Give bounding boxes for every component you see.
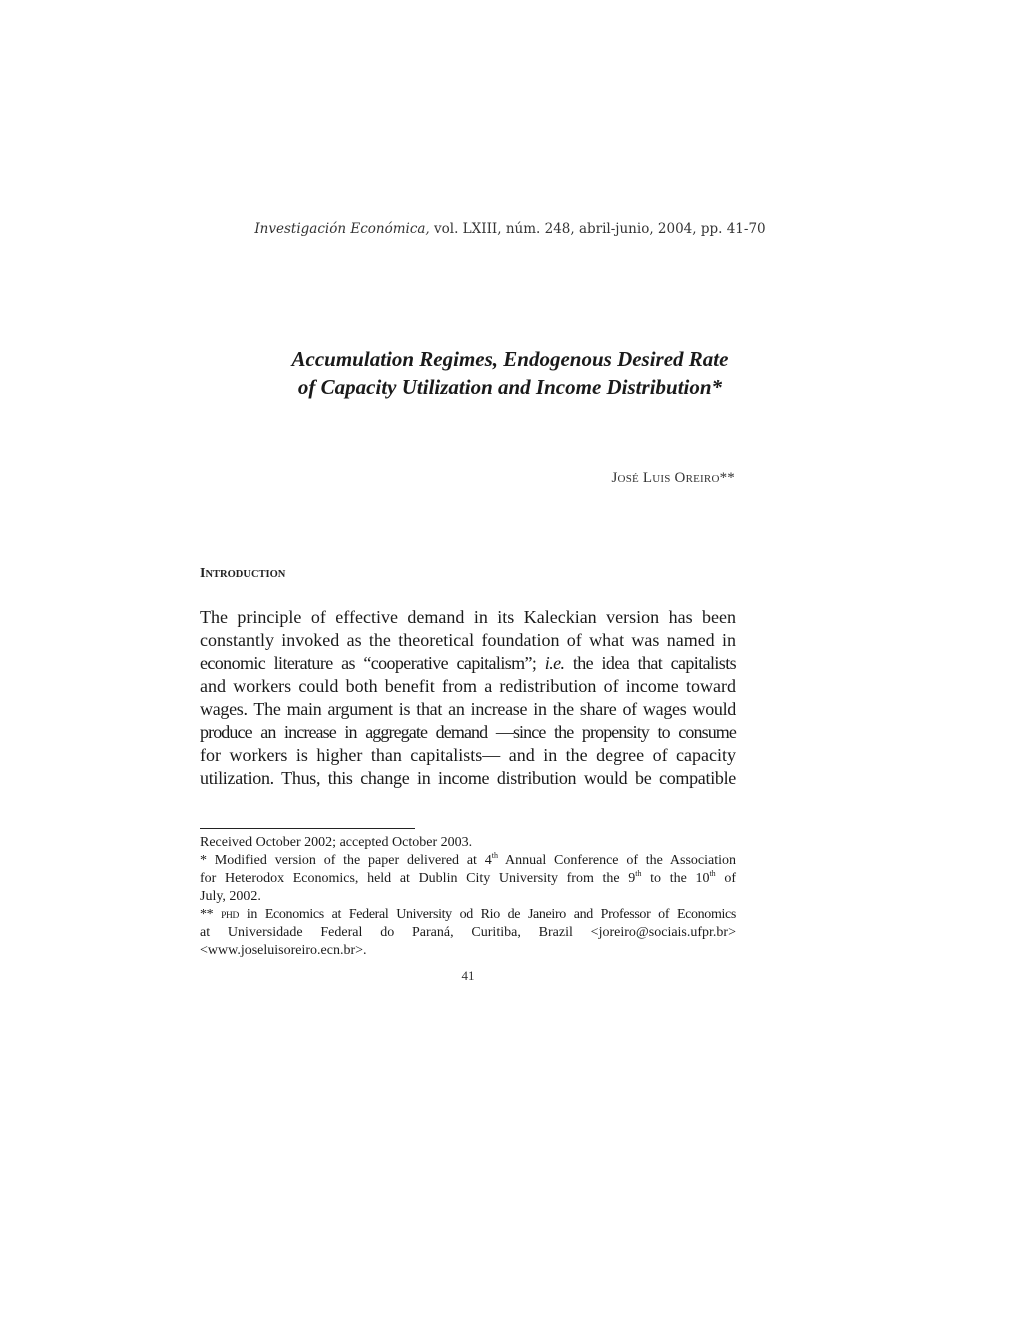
section-heading-initial: I: [200, 566, 206, 581]
footnote-superscript: th: [709, 869, 716, 878]
footnote-text-run: for Heterodox Economics, held at Dublin City University from the 9: [200, 871, 636, 886]
author-last-rest: REIRO: [685, 473, 720, 485]
author-name: [612, 470, 736, 487]
body-paragraph: [200, 606, 736, 790]
body-italic-ie: i.e.: [544, 653, 565, 673]
body-text-run: the idea that capitalists: [564, 653, 737, 673]
page-number: 41: [461, 968, 475, 983]
footnote-line: <www.joseluisoreiro.ecn.br>.: [200, 943, 367, 958]
journal-citation: [0, 221, 1020, 237]
body-line: [200, 652, 736, 675]
body-text-run: economic literature as “cooperative capitalism”;: [200, 653, 545, 673]
author-middle-rest: UIS: [652, 473, 671, 485]
article-title: [180, 345, 840, 401]
body-line: constantly invoked as the theoretical foundation of what was named in: [200, 630, 736, 650]
author-footnote-marker: **: [719, 470, 735, 486]
journal-volume-info: vol. LXIII, núm. 248, abril-junio, 2004, pp. 41-70: [429, 221, 766, 237]
journal-name: Investigación Económica,: [254, 221, 430, 237]
footnote-text-run: **: [200, 907, 222, 922]
author-first-rest: OSÉ: [617, 473, 639, 485]
footnote-line: at Universidade Federal do Paraná, Curitiba, Brazil <joreiro@sociais.ufpr.br>: [200, 925, 736, 940]
footnote-divider: [200, 828, 415, 829]
body-line: for workers is higher than capitalists— and in the degree of capacity: [200, 745, 736, 765]
section-heading: [200, 566, 285, 582]
article-title-line-2: of Capacity Utilization and Income Distribution*: [297, 375, 723, 399]
footnote-text-run: * Modified version of the paper delivered at 4: [200, 853, 492, 868]
footnote-superscript: th: [635, 869, 642, 878]
footnote-received: Received October 2002; accepted October 2003.: [200, 835, 473, 850]
article-title-line-1: Accumulation Regimes, Endogenous Desired Rate: [291, 347, 729, 371]
footnote-text-run: Annual Conference of the Association: [497, 853, 737, 868]
body-line: wages. The main argument is that an increase in the share of wages would: [200, 699, 736, 719]
body-line: produce an increase in aggregate demand —since the propensity to consume: [200, 722, 736, 742]
footnote-text-run: to the 10: [641, 871, 710, 886]
footnote-text-run: of: [715, 871, 736, 886]
footnote-superscript: th: [491, 851, 498, 860]
footnote-line: [200, 906, 736, 924]
author-middle-initial: L: [642, 470, 653, 486]
footnote-line: July, 2002.: [200, 889, 261, 904]
footnote-line: [200, 870, 736, 888]
footnote-text-run: in Economics at Federal University od Rio de Janeiro and Professor of Economics: [239, 907, 736, 922]
author-last-initial: O: [674, 470, 686, 486]
section-heading-rest: NTRODUCTION: [205, 569, 286, 580]
body-line: utilization. Thus, this change in income distribution would be compatible: [200, 768, 736, 788]
footnotes: [200, 834, 736, 960]
footnote-phd-abbrev: PHD: [221, 911, 240, 921]
author-first-initial: J: [611, 470, 618, 486]
footnote-line: [200, 852, 736, 870]
body-line: The principle of effective demand in its Kaleckian version has been: [200, 607, 736, 627]
body-line: and workers could both benefit from a redistribution of income toward: [200, 676, 736, 696]
